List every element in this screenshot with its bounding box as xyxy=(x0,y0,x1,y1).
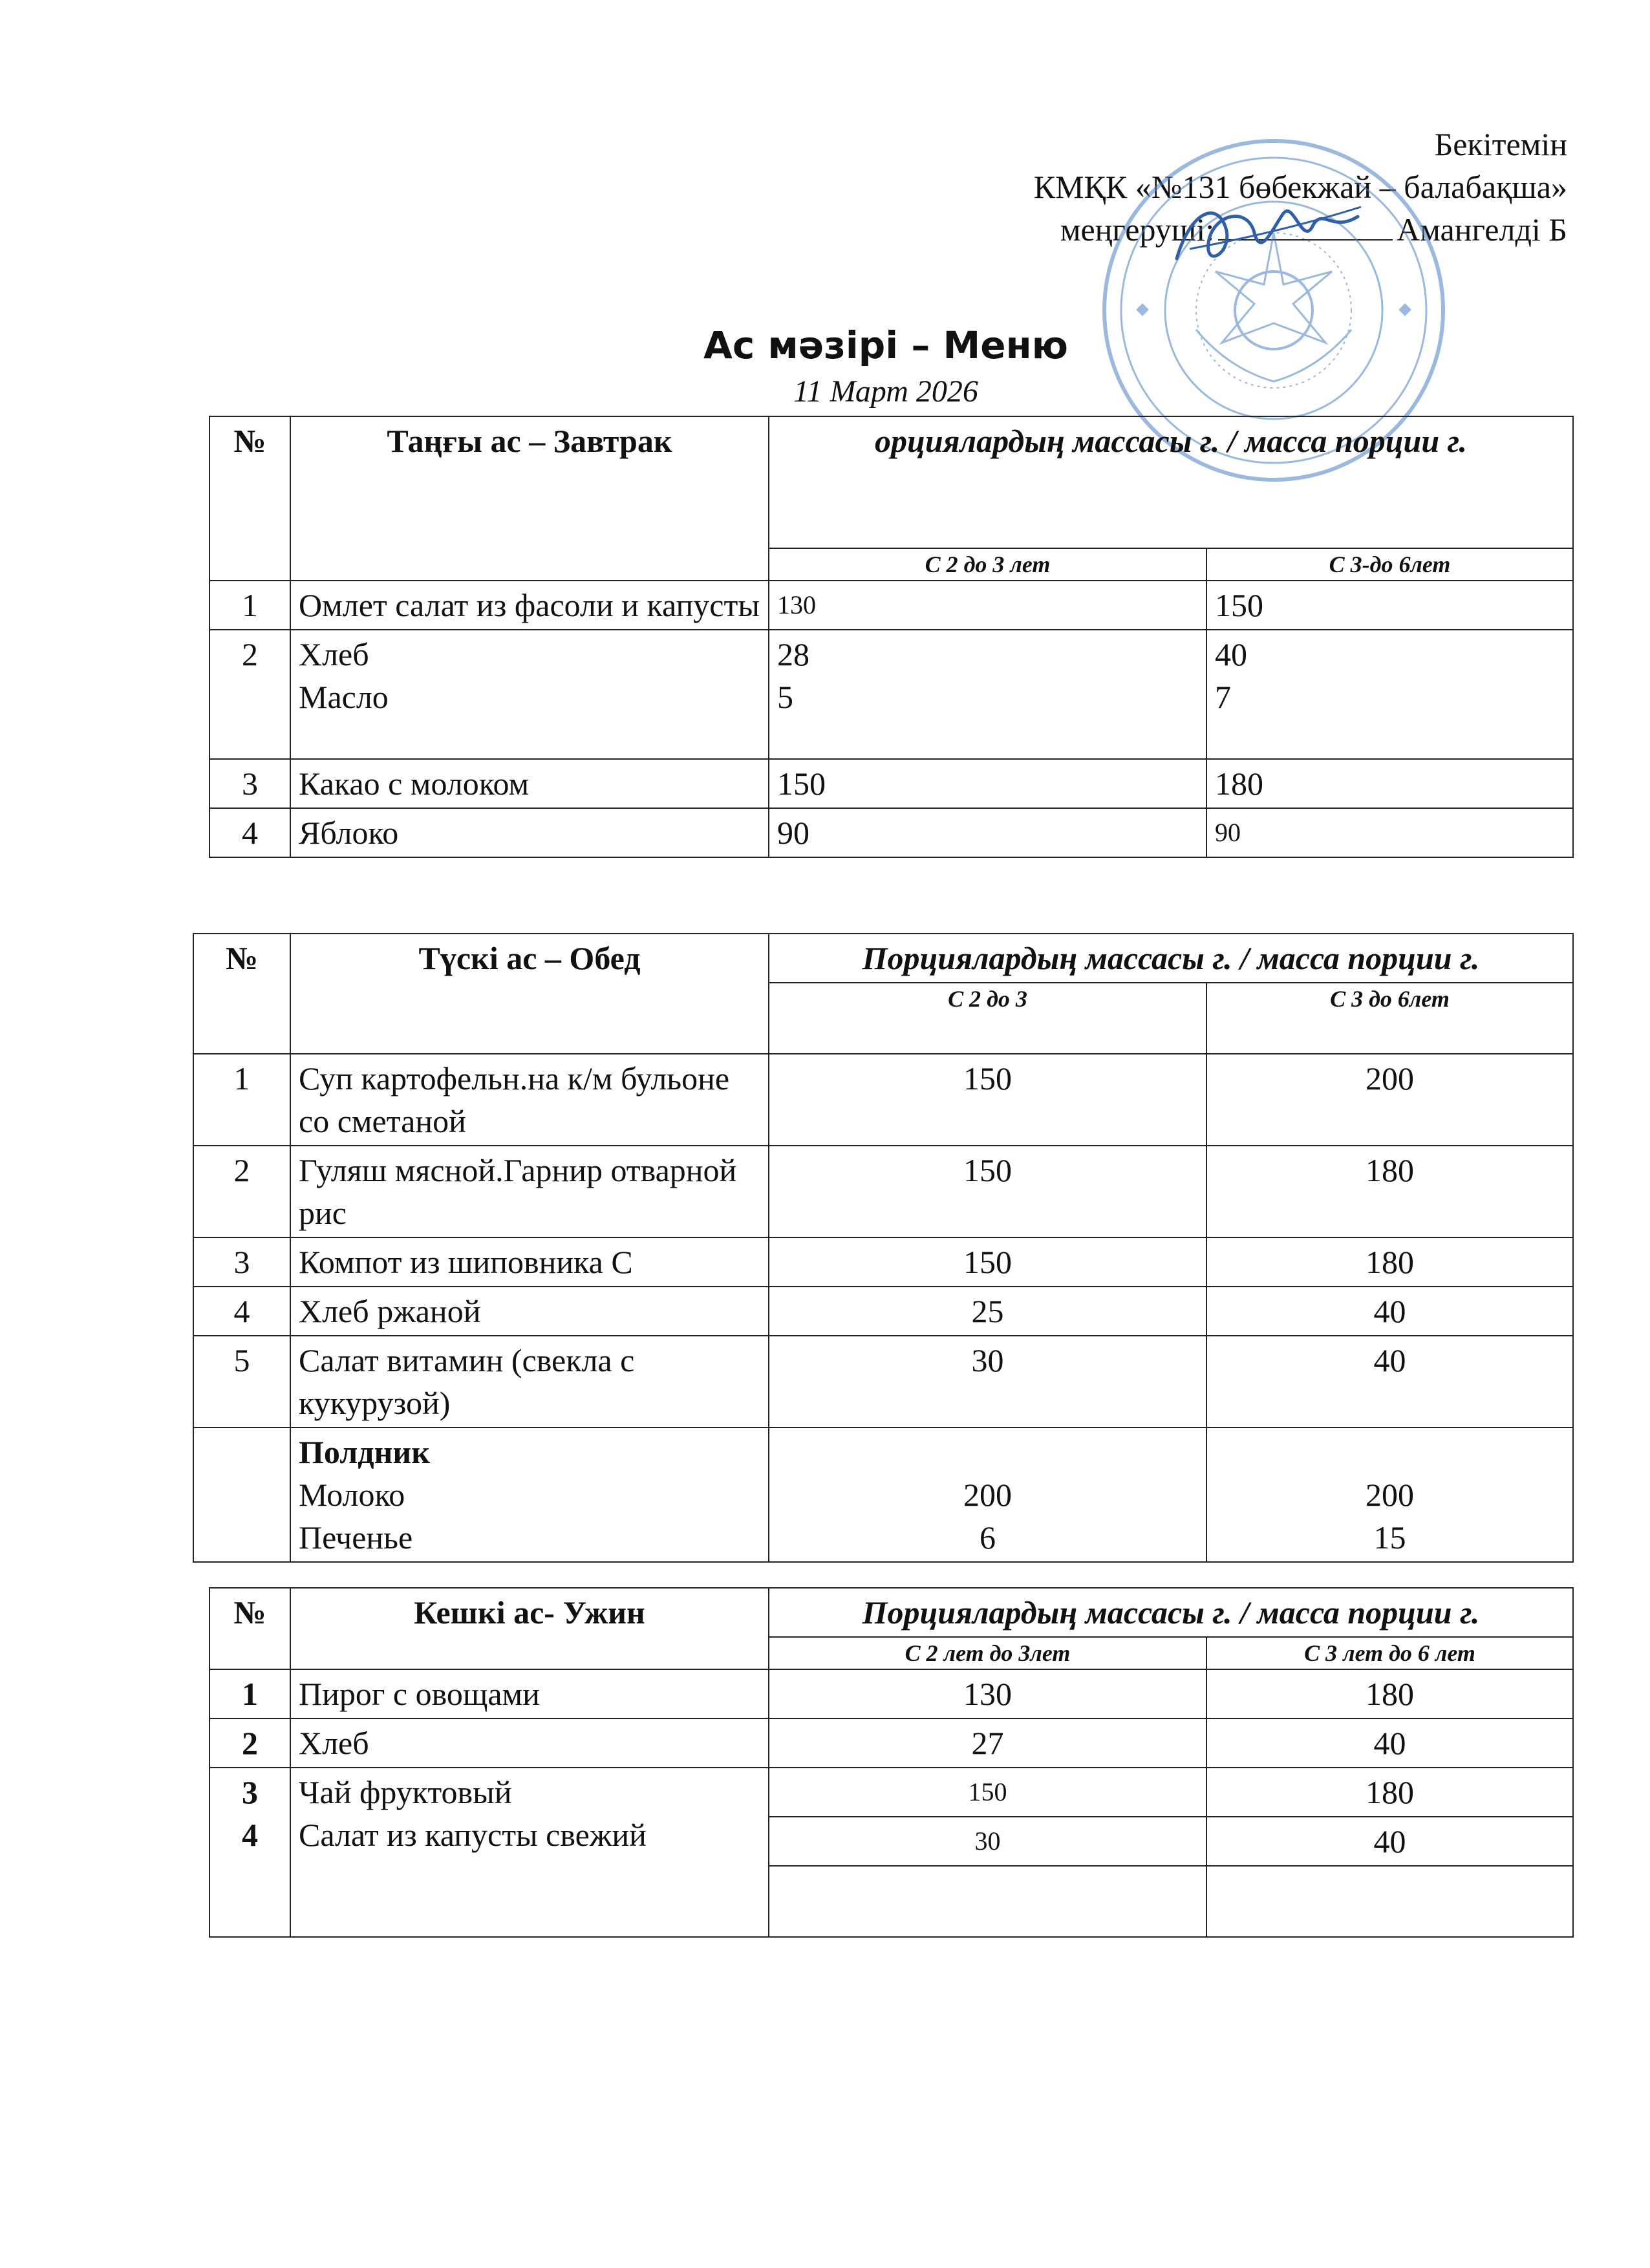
director-label: меңгеруші: xyxy=(1060,211,1215,248)
portion-3-6 xyxy=(1206,630,1573,759)
portion-3-6 xyxy=(1206,1428,1573,1562)
header-portion: орциялардың массасы г. / масса порции г. xyxy=(769,416,1573,548)
table-row xyxy=(193,1054,1573,1146)
dish-name xyxy=(290,630,769,759)
header-age-3-6: С 3-до 6лет xyxy=(1206,548,1573,581)
table-header-row xyxy=(209,1588,1573,1637)
dish-name: Какао с молоком xyxy=(290,759,769,808)
portion-value: 7 xyxy=(1215,679,1231,715)
table-row xyxy=(193,1237,1573,1287)
row-number: 5 xyxy=(193,1336,290,1428)
header-meal: Таңғы ас – Завтрак xyxy=(290,416,769,581)
portion-2-3: 30 xyxy=(769,1336,1206,1428)
portion-3-6: 40 xyxy=(1206,1817,1573,1866)
header-meal: Түскі ас – Обед xyxy=(290,934,769,1054)
portion-2-3: 130 xyxy=(769,1669,1206,1718)
dish-name: Хлеб ржаной xyxy=(290,1287,769,1336)
breakfast-table xyxy=(209,416,1574,858)
snack-item: Печенье xyxy=(299,1519,413,1556)
row-number-value: 4 xyxy=(242,1817,258,1853)
dish-name: Омлет салат из фасоли и капусты xyxy=(290,581,769,630)
row-number: 3 xyxy=(193,1237,290,1287)
portion-3-6: 180 xyxy=(1206,1146,1573,1237)
dish-name-salad: Салат из капусты свежий xyxy=(299,1817,647,1853)
portion-3-6: 40 xyxy=(1206,1336,1573,1428)
snack-item: Молоко xyxy=(299,1477,405,1513)
portion-3-6: 180 xyxy=(1206,1768,1573,1817)
table-header-row xyxy=(193,934,1573,983)
empty-cell xyxy=(1206,1866,1573,1937)
snack-items xyxy=(290,1428,769,1562)
dinner-table xyxy=(209,1587,1574,1938)
dish-name: Яблоко xyxy=(290,808,769,857)
row-number: 2 xyxy=(209,630,290,759)
portion-3-6: 90 xyxy=(1206,808,1573,857)
header-meal: Кешкі ас- Ужин xyxy=(290,1588,769,1669)
row-number: 4 xyxy=(209,808,290,857)
table-row xyxy=(193,1287,1573,1336)
header-age-3-6: С 3 до 6лет xyxy=(1206,983,1573,1054)
header-number: № xyxy=(209,1588,290,1669)
row-number: 1 xyxy=(209,1669,290,1718)
portion-3-6: 150 xyxy=(1206,581,1573,630)
director-name: Амангелді Б xyxy=(1397,211,1567,248)
page-title: Ас мәзірі – Меню xyxy=(703,323,1069,367)
lunch-table xyxy=(193,933,1574,1563)
table-header-row xyxy=(209,416,1573,548)
table-row xyxy=(209,1669,1573,1718)
dish-name: Гуляш мясной.Гарнир отварной рис xyxy=(290,1146,769,1237)
header-age-2-3: С 2 до 3 лет xyxy=(769,548,1206,581)
snack-row xyxy=(193,1428,1573,1562)
dish-name: Компот из шиповника С xyxy=(290,1237,769,1287)
portion-value: 6 xyxy=(980,1519,996,1556)
portion-2-3 xyxy=(769,1428,1206,1562)
portion-2-3: 150 xyxy=(769,1146,1206,1237)
row-number: 2 xyxy=(209,1718,290,1768)
row-number: 1 xyxy=(209,581,290,630)
portion-3-6: 40 xyxy=(1206,1287,1573,1336)
dish-name-butter: Масло xyxy=(299,679,389,715)
table-row xyxy=(193,1336,1573,1428)
table-row xyxy=(209,1768,1573,1817)
portion-2-3 xyxy=(769,630,1206,759)
portion-value: 200 xyxy=(963,1477,1012,1513)
table-row xyxy=(209,1718,1573,1768)
portion-3-6: 180 xyxy=(1206,1237,1573,1287)
header-number: № xyxy=(193,934,290,1054)
empty-cell xyxy=(769,1866,1206,1937)
table-row xyxy=(209,808,1573,857)
row-number: 4 xyxy=(193,1287,290,1336)
portion-2-3: 25 xyxy=(769,1287,1206,1336)
header-number: № xyxy=(209,416,290,581)
dish-name xyxy=(290,1768,769,1937)
portion-3-6: 180 xyxy=(1206,1669,1573,1718)
signature-icon xyxy=(1164,187,1371,284)
portion-2-3: 130 xyxy=(769,581,1206,630)
header-age-2-3: С 2 лет до 3лет xyxy=(769,1637,1206,1669)
header-portion: Порциялардың массасы г. / масса порции г. xyxy=(769,934,1573,983)
row-number: 3 xyxy=(209,759,290,808)
header-portion: Порциялардың массасы г. / масса порции г. xyxy=(769,1588,1573,1637)
portion-value: 40 xyxy=(1215,636,1247,672)
dish-name: Салат витамин (свекла с кукурузой) xyxy=(290,1336,769,1428)
header-age-3-6: С 3 лет до 6 лет xyxy=(1206,1637,1573,1669)
portion-value: 28 xyxy=(777,636,809,672)
portion-value: 200 xyxy=(1366,1477,1414,1513)
table-row xyxy=(209,630,1573,759)
portion-3-6: 40 xyxy=(1206,1718,1573,1768)
portion-3-6: 200 xyxy=(1206,1054,1573,1146)
portion-2-3: 27 xyxy=(769,1718,1206,1768)
portion-value: 15 xyxy=(1373,1519,1406,1556)
row-number: 2 xyxy=(193,1146,290,1237)
header-age-2-3: С 2 до 3 xyxy=(769,983,1206,1054)
organization-name: КМҚК «№131 бөбекжай – балабақша» xyxy=(1033,169,1567,205)
row-number xyxy=(209,1768,290,1937)
portion-3-6: 180 xyxy=(1206,759,1573,808)
snack-title: Полдник xyxy=(299,1434,431,1470)
table-row xyxy=(193,1146,1573,1237)
approval-heading: Бекітемін xyxy=(1434,126,1567,162)
dish-name: Хлеб xyxy=(290,1718,769,1768)
portion-2-3: 30 xyxy=(769,1817,1206,1866)
menu-date: 11 Март 2026 xyxy=(793,374,978,409)
row-number xyxy=(193,1428,290,1562)
dish-name-tea: Чай фруктовый xyxy=(299,1774,512,1810)
portion-2-3: 150 xyxy=(769,1054,1206,1146)
portion-2-3: 150 xyxy=(769,1237,1206,1287)
table-row xyxy=(209,759,1573,808)
portion-2-3: 90 xyxy=(769,808,1206,857)
row-number: 1 xyxy=(193,1054,290,1146)
portion-value: 5 xyxy=(777,679,793,715)
dish-name: Пирог с овощами xyxy=(290,1669,769,1718)
dish-name: Суп картофельн.на к/м бульоне со сметаной xyxy=(290,1054,769,1146)
table-row xyxy=(209,581,1573,630)
portion-2-3: 150 xyxy=(769,759,1206,808)
portion-2-3: 150 xyxy=(769,1768,1206,1817)
dish-name-bread: Хлеб xyxy=(299,636,369,672)
row-number-value: 3 xyxy=(242,1774,258,1810)
